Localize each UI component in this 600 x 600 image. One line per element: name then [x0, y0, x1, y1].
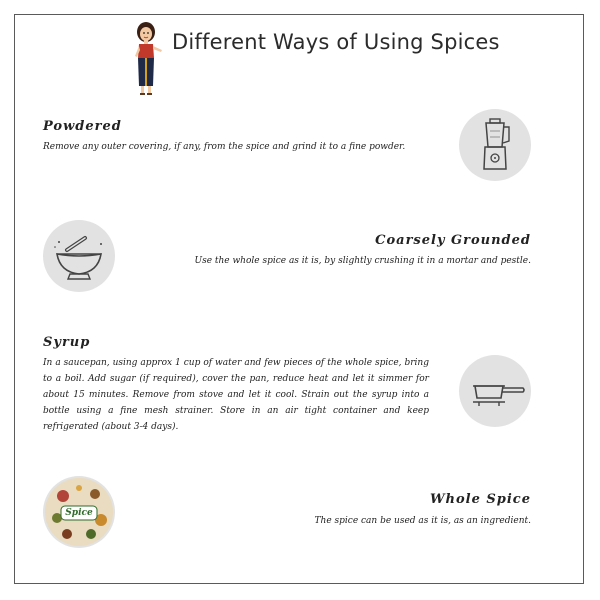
section-heading-powdered: Powdered: [43, 119, 122, 134]
section-text-coarsely-grounded: Use the whole spice as it is, by slightly crushing it in a mortar and pestle.: [194, 256, 531, 266]
page-title: Different Ways of Using Spices: [172, 30, 500, 54]
mortar-pestle-icon: [43, 220, 115, 292]
section-text-powdered: Remove any outer covering, if any, from the spice and grind it to a fine powder.: [43, 142, 406, 152]
woman-illustration-icon: [129, 20, 169, 98]
blender-icon: [459, 109, 531, 181]
section-text-whole-spice: The spice can be used as it is, as an ingredient.: [314, 516, 531, 526]
section-heading-syrup: Syrup: [43, 335, 91, 350]
section-heading-coarsely-grounded: Coarsely Grounded: [375, 233, 531, 248]
spice-badge-text: Spice: [65, 508, 93, 518]
section-text-syrup: In a saucepan, using approx 1 cup of water and few pieces of the whole spice, bring to a boil. Add sugar (if required), cover the pan, reduce heat and let it simmer for about 15 minutes. Remove from stove and let it cool. Strain out the syrup into a bottle using a fine mesh strainer. Store in an air tight container and keep refrigerated (about 3-4 days).: [43, 358, 429, 432]
section-heading-whole-spice: Whole Spice: [429, 492, 531, 507]
saucepan-stove-icon: [459, 355, 531, 427]
whole-spices-icon: [43, 476, 115, 548]
